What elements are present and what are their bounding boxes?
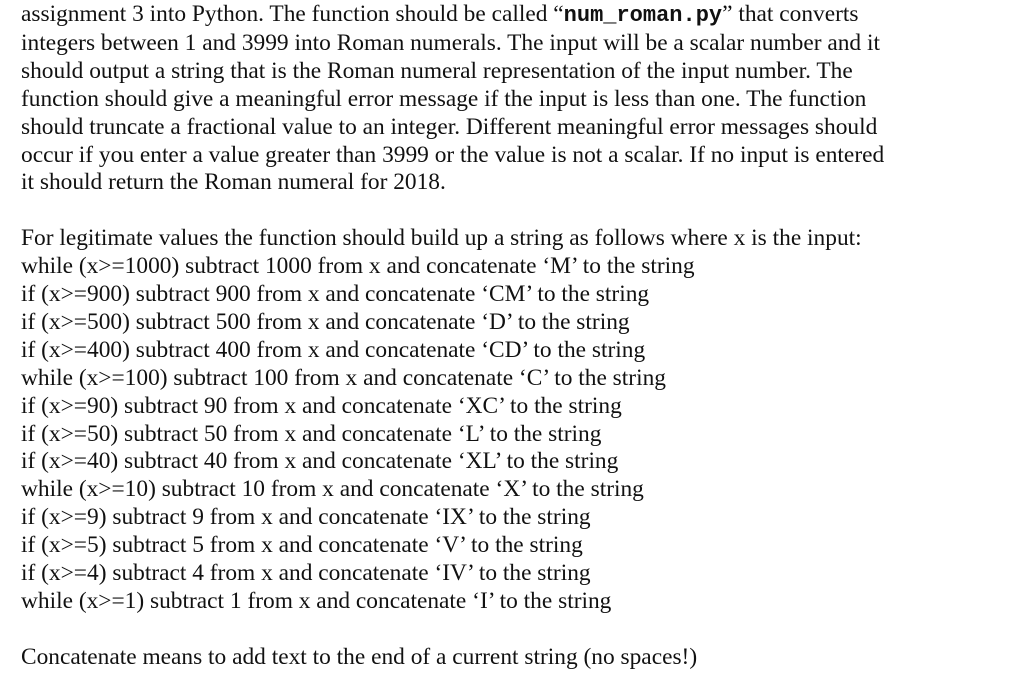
intro-line-2: integers between 1 and 3999 into Roman numerals. The input will be a scalar number and it <box>21 29 880 56</box>
intro-line-1-suffix: ” that converts <box>722 1 859 27</box>
intro-line-1-prefix: assignment 3 into Python. The function should be called “ <box>21 1 564 27</box>
algorithm-step: if (x>=900) subtract 900 from x and concatenate ‘CM’ to the string <box>21 281 650 308</box>
concatenate-note-text: Concatenate means to add text to the end of a current string (no spaces!) <box>21 643 698 670</box>
intro-line-3: should output a string that is the Roman numeral representation of the input number. The <box>21 57 853 84</box>
paragraph-spacer <box>21 197 1011 225</box>
algorithm-section <box>21 225 1011 616</box>
algorithm-step: if (x>=5) subtract 5 from x and concatenate ‘V’ to the string <box>21 532 583 559</box>
algorithm-step: if (x>=400) subtract 400 from x and concatenate ‘CD’ to the string <box>21 336 646 363</box>
algorithm-step: if (x>=40) subtract 40 from x and concatenate ‘XL’ to the string <box>21 448 619 475</box>
algorithm-heading: For legitimate values the function should build up a string as follows where x is the input: <box>21 225 862 252</box>
paragraph-spacer <box>21 616 1011 644</box>
algorithm-step: while (x>=10) subtract 10 from x and concatenate ‘X’ to the string <box>21 476 644 503</box>
algorithm-step: if (x>=50) subtract 50 from x and concatenate ‘L’ to the string <box>21 420 602 447</box>
algorithm-step: if (x>=90) subtract 90 from x and concatenate ‘XC’ to the string <box>21 392 622 419</box>
intro-line-1 <box>21 1 1011 30</box>
concatenate-note <box>21 644 1011 672</box>
intro-line-7: it should return the Roman numeral for 2018. <box>21 169 446 196</box>
intro-line-6: occur if you enter a value greater than 3999 or the value is not a scalar. If no input is entered <box>21 141 885 168</box>
algorithm-step: if (x>=500) subtract 500 from x and concatenate ‘D’ to the string <box>21 308 630 335</box>
algorithm-step: while (x>=100) subtract 100 from x and concatenate ‘C’ to the string <box>21 364 666 391</box>
intro-paragraph <box>21 1 1011 197</box>
algorithm-step: while (x>=1) subtract 1 from x and concatenate ‘I’ to the string <box>21 588 612 615</box>
algorithm-step: if (x>=9) subtract 9 from x and concatenate ‘IX’ to the string <box>21 504 591 531</box>
algorithm-step: while (x>=1000) subtract 1000 from x and concatenate ‘M’ to the string <box>21 253 695 280</box>
intro-line-4: function should give a meaningful error message if the input is less than one. The function <box>21 85 867 112</box>
function-filename: num_roman.py <box>563 3 723 28</box>
assignment-document <box>21 1 1011 672</box>
intro-line-5: should truncate a fractional value to an integer. Different meaningful error messages should <box>21 113 878 140</box>
algorithm-step: if (x>=4) subtract 4 from x and concatenate ‘IV’ to the string <box>21 560 591 587</box>
